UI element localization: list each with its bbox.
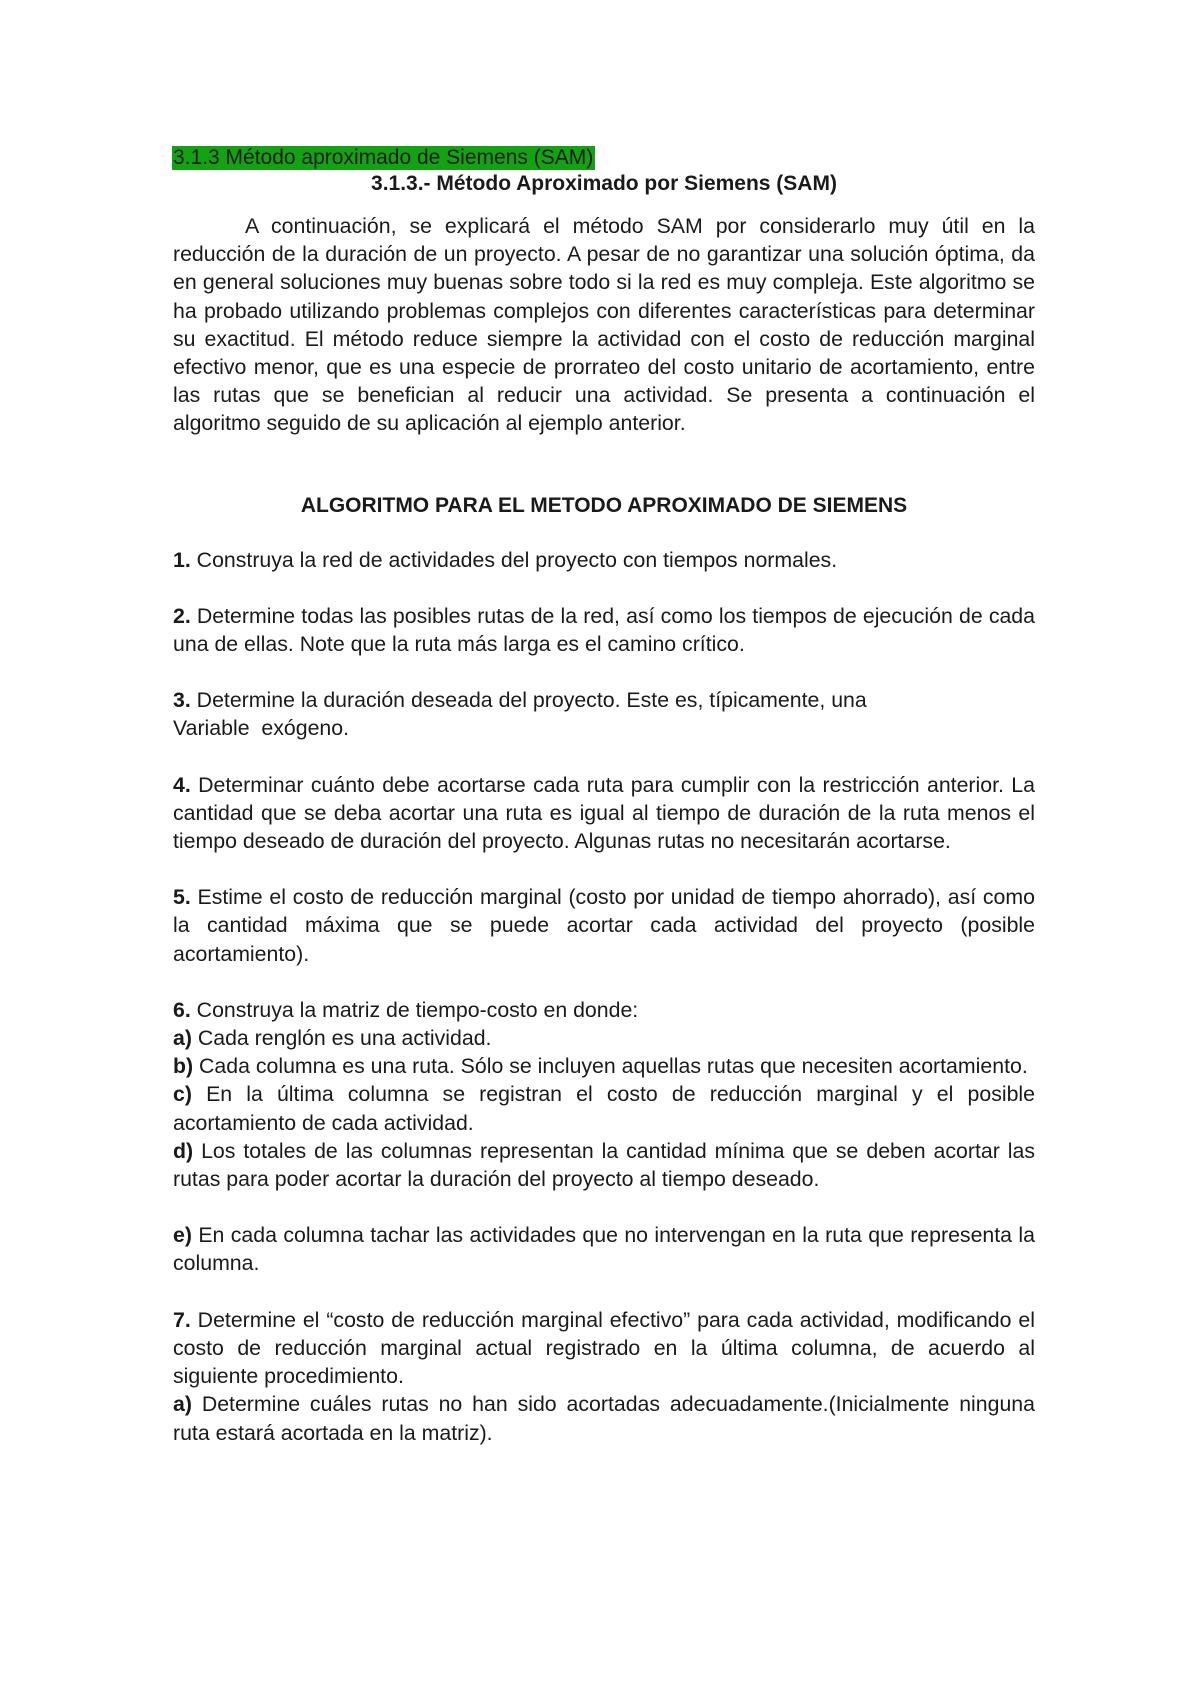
substep-text: En cada columna tachar las actividades que no intervengan en la ruta que representa la columna. (173, 1223, 1035, 1276)
step-text: Determine la duración deseada del proyecto. Este es, típicamente, una (190, 688, 867, 713)
step-number: 2. (173, 603, 191, 628)
substep-letter: a) (173, 1392, 192, 1417)
substep-text: Determine cuáles rutas no han sido acortadas adecuadamente.(Inicialmente ninguna ruta estará acortada en la matriz). (173, 1392, 1035, 1445)
step-text: Construya la matriz de tiempo-costo en donde: (190, 997, 639, 1022)
step-number: 4. (173, 772, 191, 797)
algorithm-title: ALGORITMO PARA EL METODO APROXIMADO DE SIEMENS (300, 493, 908, 517)
step-text-continued: Variable exógeno. (173, 716, 350, 741)
step-5 (173, 883, 1035, 968)
step-number: 5. (173, 885, 191, 910)
document-page (173, 146, 1035, 1447)
step-3 (173, 686, 1035, 742)
substep-letter: e) (173, 1223, 192, 1248)
step-text: Estime el costo de reducción marginal (costo por unidad de tiempo ahorrado), así como la cantidad máxima que se puede acortar cada actividad del proyecto (posible acortamiento). (173, 885, 1035, 966)
step-2 (173, 602, 1035, 658)
substep-letter: a) (173, 1026, 192, 1051)
substep-text: Cada columna es una ruta. Sólo se incluyen aquellas rutas que necesiten acortamiento. (193, 1054, 1028, 1079)
substep-6e (173, 1221, 1035, 1277)
substep-text: Cada renglón es una actividad. (191, 1026, 492, 1051)
step-text: Construya la red de actividades del proyecto con tiempos normales. (190, 547, 838, 572)
step-text: Determinar cuánto debe acortarse cada ruta para cumplir con la restricción anterior. La cantidad que se deba acortar una ruta es igual al tiempo de duración de la ruta menos el tiempo deseado de duración del proyecto. Algunas rutas no necesitarán acortarse. (173, 772, 1035, 854)
intro-paragraph: A continuación, se explicará el método SAM por considerarlo muy útil en la reducción de la duración de un proyecto. A pesar de no garantizar una solución óptima, da en general soluciones muy buenas sobre todo si la red es muy compleja. Este algoritmo se ha probado utilizando problemas complejos con diferentes características para determinar su exactitud. El método reduce siempre la actividad con el costo de reducción marginal efectivo menor, que es una especie de prorrateo del costo unitario de acortamiento, entre las rutas que se benefician al reducir una actividad. Se presenta a continuación el algoritmo seguido de su aplicación al ejemplo anterior. (173, 214, 1035, 436)
step-6 (173, 996, 1035, 1024)
substep-letter: b) (173, 1054, 194, 1079)
substep-6c (173, 1080, 1035, 1136)
substep-7a (173, 1390, 1035, 1446)
substep-letter: d) (173, 1138, 194, 1163)
substep-text: Los totales de las columnas representan la cantidad mínima que se deben acortar las rutas para poder acortar la duración del proyecto al tiempo deseado. (173, 1138, 1035, 1192)
step-number: 7. (173, 1307, 191, 1332)
section-heading-highlighted: 3.1.3 Método aproximado de Siemens (SAM) (173, 146, 594, 169)
step-text: Determine el “costo de reducción marginal efectivo” para cada actividad, modificando el costo de reducción marginal actual registrado en la última columna, de acuerdo al siguiente procedimiento. (173, 1307, 1035, 1389)
substep-text: En la última columna se registran el costo de reducción marginal y el posible acortamiento de cada actividad. (173, 1082, 1035, 1135)
step-4 (173, 771, 1035, 856)
step-1 (173, 546, 1035, 574)
step-number: 1. (173, 547, 191, 572)
step-number: 6. (173, 997, 191, 1022)
section-subtitle: 3.1.3.- Método Aproximado por Siemens (SAM) (371, 172, 837, 195)
step-text: Determine todas las posibles rutas de la red, así como los tiempos de ejecución de cada una de ellas. Note que la ruta más larga es el camino crítico. (173, 603, 1035, 657)
substep-letter: c) (173, 1082, 192, 1107)
step-7 (173, 1306, 1035, 1391)
substep-6a (173, 1024, 1035, 1052)
substep-6d (173, 1137, 1035, 1193)
step-number: 3. (173, 688, 191, 713)
substep-6b (173, 1052, 1035, 1080)
